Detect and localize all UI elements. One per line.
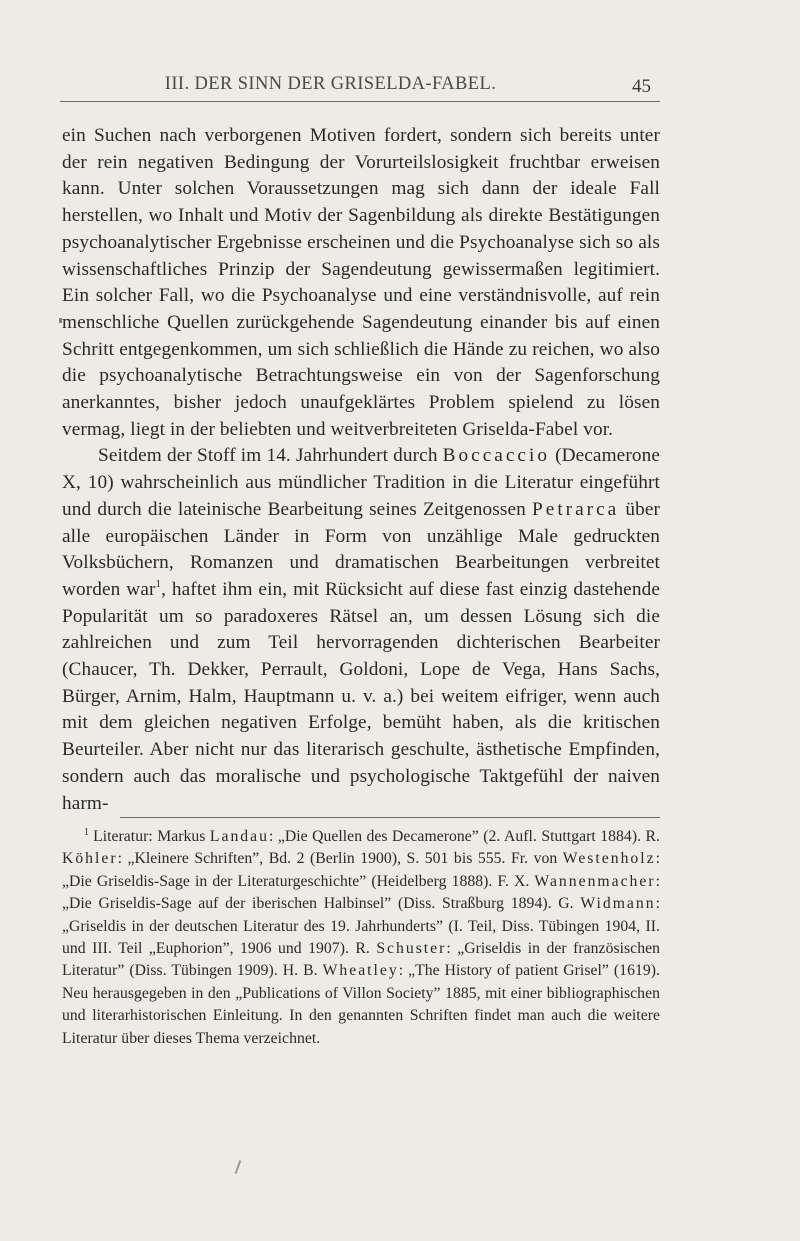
header-rule [60,101,660,102]
author-name: Wheatley [322,962,399,980]
author-name: Westenholz [562,850,656,868]
author-name: Schuster [376,940,447,958]
paragraph-2: Seitdem der Stoff im 14. Jahrhundert durch Boccaccio (Decamerone X, 10) wahrscheinlich aus mündlicher Tradition in die Literatur eingeführt und durch die lateinische Bearbeitung seines Zeitgenossen Petrarca über alle europäischen Länder in Form von unzählige Male gedruckten Volksbüchern, Romanzen und dramatischen Bearbeitungen verbreitet worden war$^1$, haftet ihm ein, mit Rücksicht auf diese fast einzig dastehende Popularität um so paradoxeres Rätsel an, um dessen Lösung sich die zahlreichen und zum Teil hervorragenden dichterischen Bearbeiter (Chaucer, Th. Dekker, Perrault, Goldoni, Lope de Vega, Hans Sachs, Bürger, Arnim, Halm, Hauptmann u. v. a.) bei weitem eifriger, wenn auch mit dem gleichen negativen Erfolge, bemüht haben, als die kritischen Beurteiler. Aber nicht nur das literarisch geschulte, ästhetische Empfinden, sondern auch das moralische und psychologische Taktgefühl der naiven harm- [62,445,660,814]
author-name: Köhler [62,850,118,868]
author-name: Widmann [580,895,656,913]
paragraph-1: ein Suchen nach verborgenen Motiven fordert, sondern sich bereits unter der rein negativen Bedingung der Vorurteilslosigkeit fruchtbar erweisen kann. Unter solchen Voraussetzungen mag sich dann der ideale Fall herstellen, wo Inhalt und Motiv der Sagenbildung als direkte Bestätigungen psychoanalytischer Ergebnisse erscheinen und die Psychoanalyse sich so als wissenschaftliches Prinzip der Sagendeutung gewissermaßen legitimiert. Ein solcher Fall, wo die Psychoanalyse und eine verständnisvolle, auf rein menschliche Quellen zurückgehende Sagendeutung einander bis auf einen Schritt entgegenkommen, um sich schließlich die Hände zu reichen, wo also die psychoanalytische Betrachtungsweise ein von der Sagenforschung anerkanntes, bisher jedoch unaufgeklärtes Problem spielend zu lösen vermag, liegt in der beliebten und weitverbreiteten Griselda-Fabel vor. [62,125,660,440]
running-title: III. DER SINN DER GRISELDA-FABEL. [164,74,497,94]
footnote-rule [120,817,660,818]
footnote-mark: 1 [84,827,90,838]
name-boccaccio: Boccaccio [442,445,550,467]
author-name: Landau [209,828,269,845]
paper-speck [59,318,62,323]
main-text [62,123,660,817]
paper-speck [235,1160,242,1174]
page-number: 45 [632,76,651,97]
page-header [62,74,659,100]
footnote-reference: 1 [155,577,162,590]
footnote: $^1$ Literatur: Markus Landau: „Die Quellen des Decamerone” (2. Aufl. Stuttgart 1884). R. Köhler: „Kleinere Schriften”, Bd. 2 (Berlin 1900), S. 501 bis 555. Fr. von Westenholz: „Die Griseldis-Sage in der Literaturgeschichte” (Heidelberg 1888). F. X. Wannenmacher: „Die Griseldis-Sage auf der iberischen Halbinsel” (Diss. Straßburg 1894). G. Widmann: „Griseldis in der deutschen Literatur des 19. Jahrhunderts” (I. Teil, Diss. Tübingen 1904, II. und III. Teil „Euphorion”, 1906 und 1907). R. Schuster: „Griseldis in der französischen Literatur” (Diss. Tübingen 1909). H. B. Wheatley: „The History of patient Grisel” (1619). Neu herausgegeben in den „Publications of Villon Society” 1885, mit einer bibliographischen und literarhistorischen Einleitung. In den genannten Schriften findet man auch die weitere Literatur über dieses Thema verzeichnet. [62,827,660,1047]
name-petrarca: Petrarca [532,498,620,520]
author-name: Wannenmacher [534,872,656,890]
